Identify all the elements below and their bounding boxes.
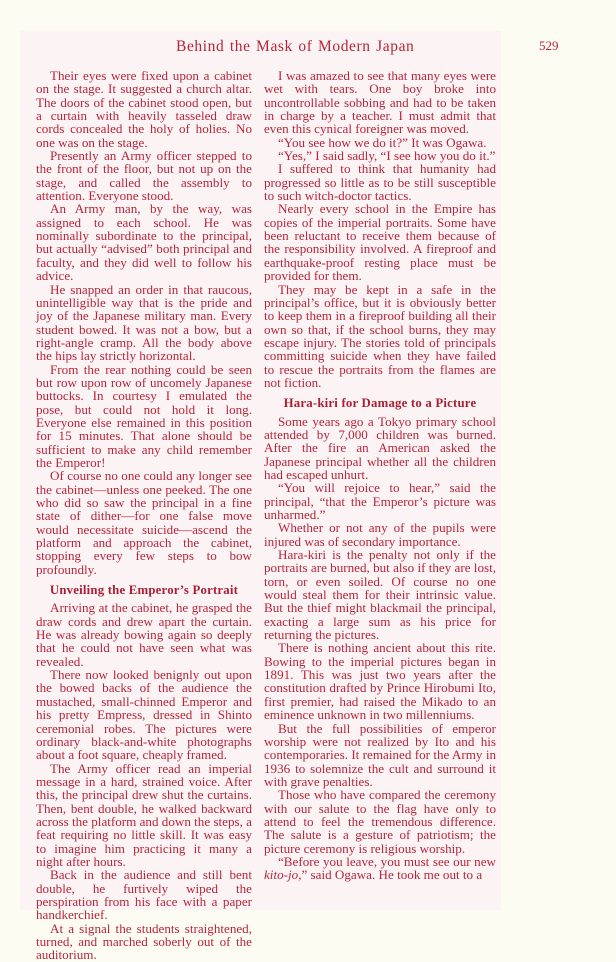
paragraph: There is nothing ancient about this rite. Bowing to the imperial pictures began in 1891. This was just two years after the constitution drafted by Prince Hirobumi Ito, first premier, had raised the Mikado to an eminence unknown in two millenniums.: [264, 640, 496, 723]
quote-text: “Before you leave, you must see our new: [278, 853, 496, 869]
paragraph: “Yes,” I said sadly, “I see how you do it.”: [278, 148, 496, 164]
paragraph: Back in the audience and still bent double, he furtively wiped the perspiration from his face with a paper handkerchief.: [36, 867, 252, 923]
paragraph: Some years ago a Tokyo primary school attended by 7,000 children was burned. After the fire an American asked the Japanese principal whether all the children had escaped unhurt.: [264, 413, 496, 482]
paragraph: At a signal the students straightened, turned, and marched soberly out of the auditorium.: [36, 920, 252, 962]
paragraph: There now looked benignly out upon the bowed backs of the audience the mustached, small-chinned Emperor and his pretty Empress, dressed in Shinto ceremonial robes. The pictures were ordinary black-and-white photographs about a foot square, cheaply framed.: [36, 667, 252, 763]
running-title: Behind the Mask of Modern Japan: [176, 38, 415, 55]
paragraph: I was amazed to see that many eyes were wet with tears. One boy broke into uncontrollable sobbing and had to be taken in charge by a teacher. I must admit that even this cynical foreigner was moved.: [264, 68, 496, 137]
page-number: 529: [539, 38, 559, 53]
paragraph: “You see how we do it?” It was Ogawa.: [278, 134, 487, 150]
paragraph: Their eyes were fixed upon a cabinet on the stage. It suggested a church altar. The doors of the cabinet stood open, but a curtain with heavily tasseled draw cords concealed the holy of holies. No one was on the stage.: [36, 68, 252, 150]
paragraph-continued: [264, 855, 496, 882]
section-subheading: Unveiling the Emperor’s Portrait: [49, 583, 239, 598]
running-head: [0, 38, 616, 58]
paragraph: Of course no one could any longer see the cabinet—unless one peeked. The one who did so saw the principal in a fine state of dither—for one false move would necessitate suicide—ascend the platform and approach the cabinet, stopping every few steps to bow profoundly.: [36, 468, 252, 577]
paragraph: Arriving at the cabinet, he grasped the draw cords and drew apart the curtain. He was already bowing again so deeply that he could not have seen what was revealed.: [36, 600, 252, 669]
paragraph: Nearly every school in the Empire has copies of the imperial portraits. Some have been reluctant to receive them because of the responsibility involved. A fireproof and earthquake-proof resting place must be provided for them.: [264, 201, 496, 284]
quote-text-rest: ,” said Ogawa. He took me out to a: [298, 867, 483, 883]
paragraph: From the rear nothing could be seen but row upon row of uncomely Japanese buttocks. In courtesy I emulated the pose, but could not hold it long. Everyone else remained in this position for 15 minutes. That alone should be sufficient to make any child remember the Emperor!: [36, 361, 252, 470]
section-subheading: Hara-kiri for Damage to a Picture: [283, 396, 477, 411]
paragraph: Presently an Army officer stepped to the front of the floor, but not up on the stage, and called the assembly to attention. Everyone stood.: [36, 148, 252, 204]
paragraph: I suffered to think that humanity had progressed so little as to be still susceptible to such witch-doctor tactics.: [264, 161, 496, 204]
paragraph: Those who have compared the ceremony with our salute to the flag have only to attend to feel the tremendous difference. The salute is a gesture of patriotism; the picture ceremony is religious worship.: [264, 787, 496, 856]
paragraph: He snapped an order in that raucous, unintelligible way that is the pride and joy of the Japanese military man. Every student bowed. It was not a bow, but a right-angle cramp. All the body above the hips lay strictly horizontal.: [36, 281, 252, 364]
right-column: [264, 69, 496, 882]
left-column: [36, 69, 252, 962]
paragraph: The Army officer read an imperial message in a hard, strained voice. After this, the principal drew shut the curtains. Then, bent double, he walked backward across the platform and down the steps, a feat requiring no little skill. It was easy to imagine him practicing it many a night after hours.: [36, 760, 252, 869]
paragraph: “You will rejoice to hear,” said the principal, “that the Emperor’s picture was unharmed.”: [264, 480, 496, 522]
paragraph: But the full possibilities of emperor worship were not realized by Ito and his contemporaries. It remained for the Army in 1936 to solemnize the cult and surround it with grave penalties.: [264, 720, 496, 789]
paragraph: Whether or not any of the pupils were injured was of secondary importance.: [264, 520, 496, 549]
italic-term: kito-jo: [264, 867, 299, 883]
paragraph: They may be kept in a safe in the principal’s office, but it is obviously better to keep them in a fireproof building all their own so that, if the school burns, they may escape injury. The stories told of principals committing suicide when they have failed to rescue the portraits from the flames are not fiction.: [264, 281, 496, 390]
paragraph: An Army man, by the way, was assigned to each school. He was nominally subordinate to the principal, but actually “advised” both principal and faculty, and they did well to follow his advice.: [36, 201, 252, 284]
paragraph: Hara-kiri is the penalty not only if the portraits are burned, but also if they are lost, torn, or even soiled. Of course no one would steal them for their intrinsic value. But the thief might blackmail the principal, exacting a large sum as his price for returning the pictures.: [264, 547, 496, 643]
